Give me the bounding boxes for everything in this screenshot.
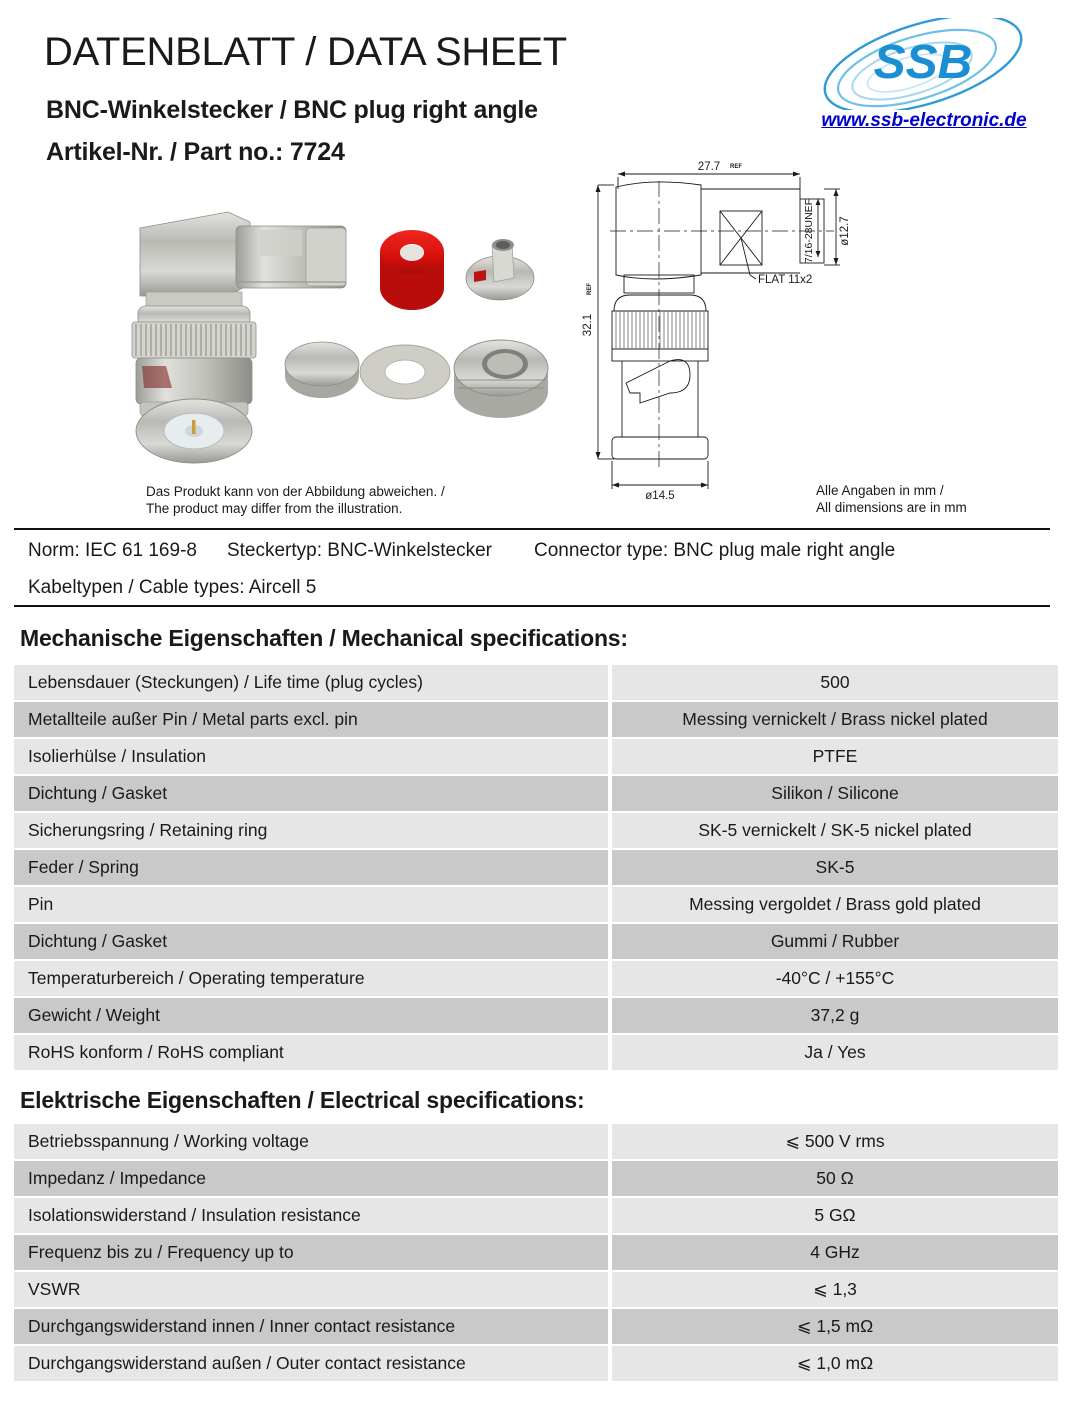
norm-cable-types: Kabeltypen / Cable types: Aircell 5 (28, 577, 317, 598)
table-row (14, 1235, 1058, 1272)
ssb-logo-icon (816, 18, 1031, 110)
table-row (14, 665, 1058, 702)
drawing-units-note (816, 482, 967, 516)
electrical-value: ⩽ 1,5 mΩ (608, 1309, 1058, 1346)
mechanical-specifications-table (14, 665, 1058, 1072)
drawing-units-note-de: Alle Angaben in mm / (816, 483, 944, 498)
page-header (0, 0, 1076, 166)
mechanical-label: Gewicht / Weight (14, 998, 608, 1035)
mechanical-value: Messing vergoldet / Brass gold plated (608, 887, 1058, 924)
electrical-value: 5 GΩ (608, 1198, 1058, 1235)
mechanical-label: Sicherungsring / Retaining ring (14, 813, 608, 850)
table-row (14, 1124, 1058, 1161)
electrical-label: Betriebsspannung / Working voltage (14, 1124, 608, 1161)
mechanical-label: Dichtung / Gasket (14, 924, 608, 961)
company-logo-block (794, 18, 1054, 138)
mechanical-value: Gummi / Rubber (608, 924, 1058, 961)
drawing-dim-diameter-body: ø14.5 (645, 490, 675, 500)
mechanical-value: SK-5 vernickelt / SK-5 nickel plated (608, 813, 1058, 850)
drawing-dim-length-ref: REF (730, 164, 742, 170)
part-number: Artikel-Nr. / Part no.: 7724 (46, 138, 345, 166)
drawing-flat-label: FLAT 11x2 (758, 274, 813, 286)
table-row (14, 1309, 1058, 1346)
mechanical-label: Metallteile außer Pin / Metal parts excl. pin (14, 702, 608, 739)
norm-row-standard (28, 540, 895, 562)
electrical-value: ⩽ 1,0 mΩ (608, 1346, 1058, 1383)
photo-disclaimer (146, 483, 445, 517)
table-row (14, 850, 1058, 887)
electrical-table-body (14, 1124, 1058, 1383)
norm-block (14, 528, 1050, 607)
mechanical-label: Lebensdauer (Steckungen) / Life time (plug cycles) (14, 665, 608, 702)
electrical-value: 4 GHz (608, 1235, 1058, 1272)
norm-plug-type-en: Connector type: BNC plug male right angle (533, 540, 896, 561)
mechanical-value: 500 (608, 665, 1058, 702)
norm-plug-type-de: Steckertyp: BNC-Winkelstecker (226, 540, 492, 561)
mechanical-table-body (14, 665, 1058, 1072)
mechanical-label: RoHS konform / RoHS compliant (14, 1035, 608, 1072)
photo-disclaimer-en: The product may differ from the illustration. (146, 501, 403, 516)
table-row (14, 1161, 1058, 1198)
mechanical-label: Feder / Spring (14, 850, 608, 887)
electrical-value: ⩽ 1,3 (608, 1272, 1058, 1309)
page-title: DATENBLATT / DATA SHEET (44, 30, 567, 74)
table-row (14, 776, 1058, 813)
photo-disclaimer-de: Das Produkt kann von der Abbildung abweichen. / (146, 484, 445, 499)
mechanical-value: 37,2 g (608, 998, 1058, 1035)
table-row (14, 887, 1058, 924)
mechanical-value: -40°C / +155°C (608, 961, 1058, 998)
mechanical-value: Messing vernickelt / Brass nickel plated (608, 702, 1058, 739)
company-website-link[interactable]: www.ssb-electronic.de (821, 110, 1027, 131)
product-photo (110, 188, 560, 473)
table-row (14, 702, 1058, 739)
drawing-dim-height: 32.1 (582, 313, 594, 337)
table-row (14, 998, 1058, 1035)
electrical-label: Isolationswiderstand / Insulation resistance (14, 1198, 608, 1235)
table-row (14, 739, 1058, 776)
technical-drawing (578, 155, 923, 500)
norm-standard: Norm: IEC 61 169-8 (28, 540, 197, 561)
table-row (14, 1198, 1058, 1235)
mechanical-label: Temperaturbereich / Operating temperature (14, 961, 608, 998)
electrical-value: 50 Ω (608, 1161, 1058, 1198)
mechanical-value: Ja / Yes (608, 1035, 1058, 1072)
electrical-label: Durchgangswiderstand außen / Outer contact resistance (14, 1346, 608, 1383)
table-row (14, 924, 1058, 961)
electrical-label: Frequenz bis zu / Frequency up to (14, 1235, 608, 1272)
product-name: BNC-Winkelstecker / BNC plug right angle (46, 96, 538, 124)
mechanical-value: SK-5 (608, 850, 1058, 887)
norm-row-cable-types (28, 577, 316, 599)
table-row (14, 1272, 1058, 1309)
mechanical-label: Pin (14, 887, 608, 924)
drawing-units-note-en: All dimensions are in mm (816, 500, 967, 515)
ssb-logo-text: SSB (873, 36, 973, 89)
table-row (14, 1346, 1058, 1383)
drawing-dim-diameter-thread: ø12.7 (839, 216, 851, 246)
electrical-label: Impedanz / Impedance (14, 1161, 608, 1198)
electrical-specifications-table (14, 1124, 1058, 1383)
drawing-dim-height-ref: REF (587, 283, 593, 295)
mechanical-label: Dichtung / Gasket (14, 776, 608, 813)
drawing-thread-spec: 7/16-28UNEF (803, 198, 815, 264)
table-row (14, 813, 1058, 850)
electrical-specifications-heading: Elektrische Eigenschaften / Electrical specifications: (20, 1087, 585, 1113)
mechanical-value: PTFE (608, 739, 1058, 776)
electrical-label: VSWR (14, 1272, 608, 1309)
drawing-dim-length: 27.7 (697, 161, 721, 173)
mechanical-value: Silikon / Silicone (608, 776, 1058, 813)
mechanical-label: Isolierhülse / Insulation (14, 739, 608, 776)
electrical-label: Durchgangswiderstand innen / Inner contact resistance (14, 1309, 608, 1346)
electrical-value: ⩽ 500 V rms (608, 1124, 1058, 1161)
table-row (14, 961, 1058, 998)
mechanical-specifications-heading: Mechanische Eigenschaften / Mechanical specifications: (20, 625, 628, 651)
table-row (14, 1035, 1058, 1072)
